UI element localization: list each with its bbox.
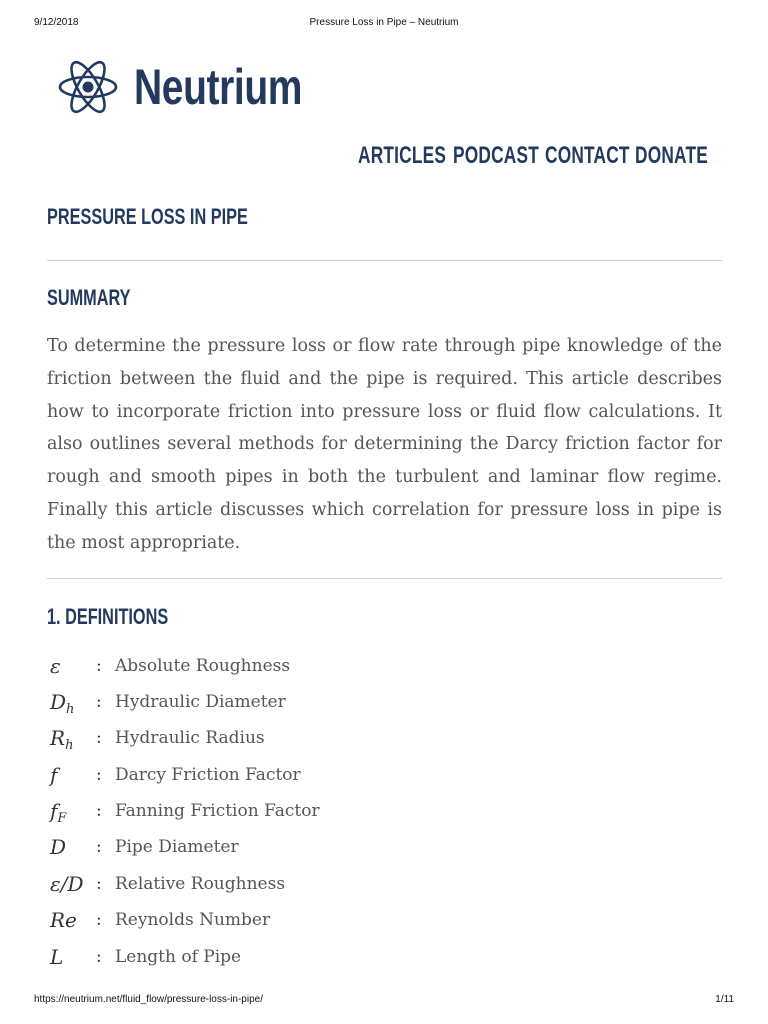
definition-description: Absolute Roughness [115,656,291,676]
print-header [0,17,768,31]
definition-row: Re : Reynolds Number [47,904,447,938]
page-title: PRESSURE LOSS IN PIPE [47,204,248,229]
definition-symbol: ε [50,654,61,678]
definition-symbol: L [50,945,64,969]
definition-description: Length of Pipe [115,947,242,967]
summary-text: To determine the pressure loss or flow rate through pipe knowledge of the friction between the fluid and the pipe is required. This article describes how to incorporate friction into pressure loss or fluid flow calculations. It also outlines several methods for determining the Darcy friction factor for rough and smooth pipes in both the turbulent and laminar flow regime. Finally this article discusses which correlation for pressure loss in pipe is the most appropriate. [47,336,722,553]
definition-description: Darcy Friction Factor [115,765,301,785]
definition-symbol: $R_h$ [50,726,74,753]
definition-symbol: f [50,763,58,787]
atom-icon [56,55,120,119]
definition-symbol: Re [50,908,77,932]
definitions-heading: 1. DEFINITIONS [47,604,169,629]
definition-description: Hydraulic Radius [115,728,265,748]
definition-row: D : Pipe Diameter [47,831,447,865]
nav-podcast[interactable]: PODCAST [453,142,540,169]
definition-symbol: $f_F$ [50,799,67,826]
definition-row: $R_h$ : Hydraulic Radius [50,726,265,753]
definition-row: $f_F$ : Fanning Friction Factor [50,799,320,826]
print-footer [0,994,768,1008]
definition-description: Fanning Friction Factor [115,801,320,821]
definition-symbol: D [50,835,67,859]
page-number: 1/11 [715,994,734,1005]
nav-donate[interactable]: DONATE [635,142,708,169]
site-name: Neutrium [134,59,303,115]
definition-row: f : Darcy Friction Factor [47,759,447,793]
definition-description: Reynolds Number [115,910,271,930]
summary-heading: SUMMARY [47,285,131,310]
nav-contact[interactable]: CONTACT [545,142,630,169]
divider [47,578,722,579]
site-logo[interactable] [56,52,349,122]
print-page-title: Pressure Loss in Pipe – Neutrium [309,17,459,28]
nav-articles[interactable]: ARTICLES [358,142,447,169]
definition-description: Hydraulic Diameter [115,692,286,712]
definition-row: L : Length of Pipe [47,941,447,975]
definition-description: Relative Roughness [115,874,286,894]
definition-row: ε/D : Relative Roughness [47,868,447,902]
divider [47,260,722,261]
definition-row: ε : Absolute Roughness [47,650,447,684]
definition-symbol: $D_h$ [50,690,75,717]
definition-description: Pipe Diameter [115,837,239,857]
definition-symbol: ε/D [50,872,84,896]
print-date: 9/12/2018 [34,17,79,28]
print-url: https://neutrium.net/fluid_flow/pressure-loss-in-pipe/ [34,994,263,1005]
definition-row: $D_h$ : Hydraulic Diameter [50,690,286,717]
